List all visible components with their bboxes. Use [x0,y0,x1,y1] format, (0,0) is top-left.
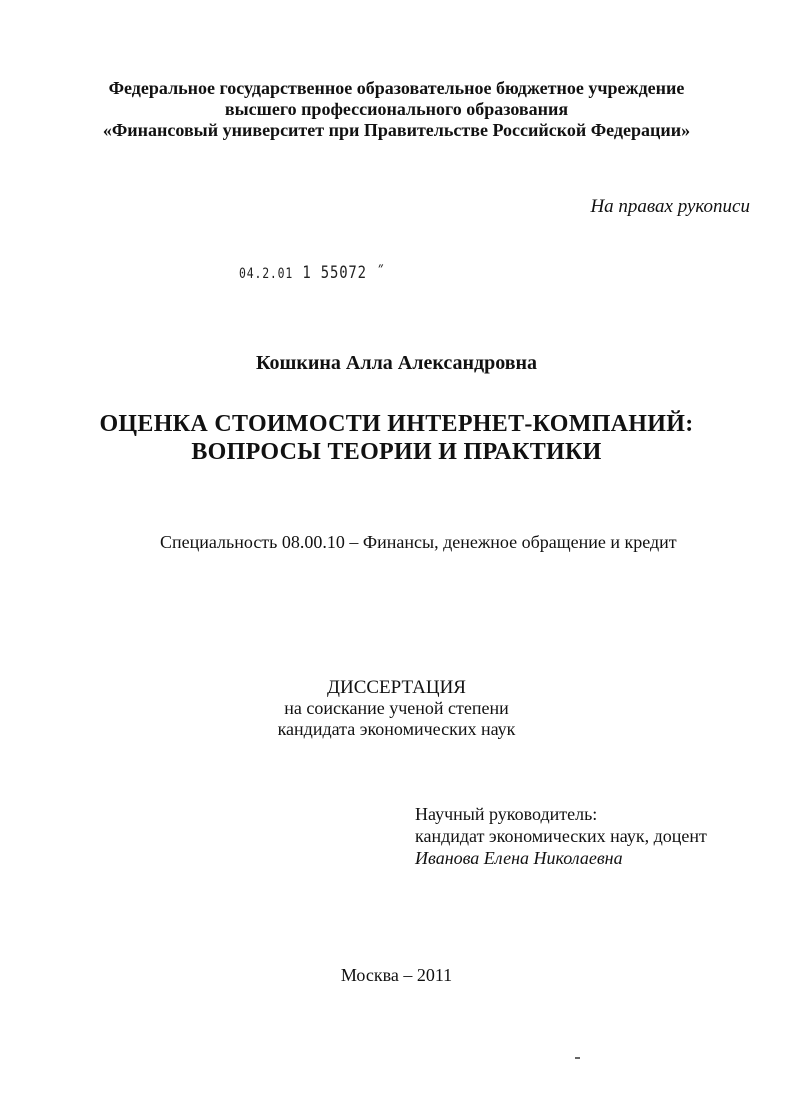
title-line-2: ВОПРОСЫ ТЕОРИИ И ПРАКТИКИ [191,439,602,465]
dissertation-line-3: кандидата экономических наук [277,719,516,739]
supervisor-name: Иванова Елена Николаевна [415,848,623,868]
author-name: Кошкина Алла Александровна [255,352,538,374]
stamp-mark: ˝ [376,263,386,283]
institution-line-3: «Финансовый университет при Правительстве Российской Федерации» [102,120,691,140]
title-line-1: ОЦЕНКА СТОИМОСТИ ИНТЕРНЕТ-КОМПАНИЙ: [99,411,694,437]
supervisor-block [415,803,707,869]
dissertation-title [0,410,793,466]
institution-block [0,78,793,141]
institution-line-2: высшего профессионального образования [224,99,569,119]
dissertation-heading: ДИССЕРТАЦИЯ [327,677,466,698]
specialty: Специальность 08.00.10 – Финансы, денежное обращение и кредит [160,532,677,552]
stamp-code-2: 1 55072 [302,263,367,283]
dissertation-line-2: на соискание ученой степени [284,698,509,718]
supervisor-degree: кандидат экономических наук, доцент [415,826,707,846]
institution-line-1: Федеральное государственное образовательное бюджетное учреждение [108,78,685,98]
stamp-code-1: 04.2.01 [239,266,294,282]
scan-mark [575,1057,580,1059]
dissertation-block [0,677,793,740]
manuscript-note: На правах рукописи [590,196,750,217]
registration-stamp [239,263,385,283]
city-year: Москва – 2011 [340,965,453,985]
supervisor-label: Научный руководитель: [415,804,598,824]
